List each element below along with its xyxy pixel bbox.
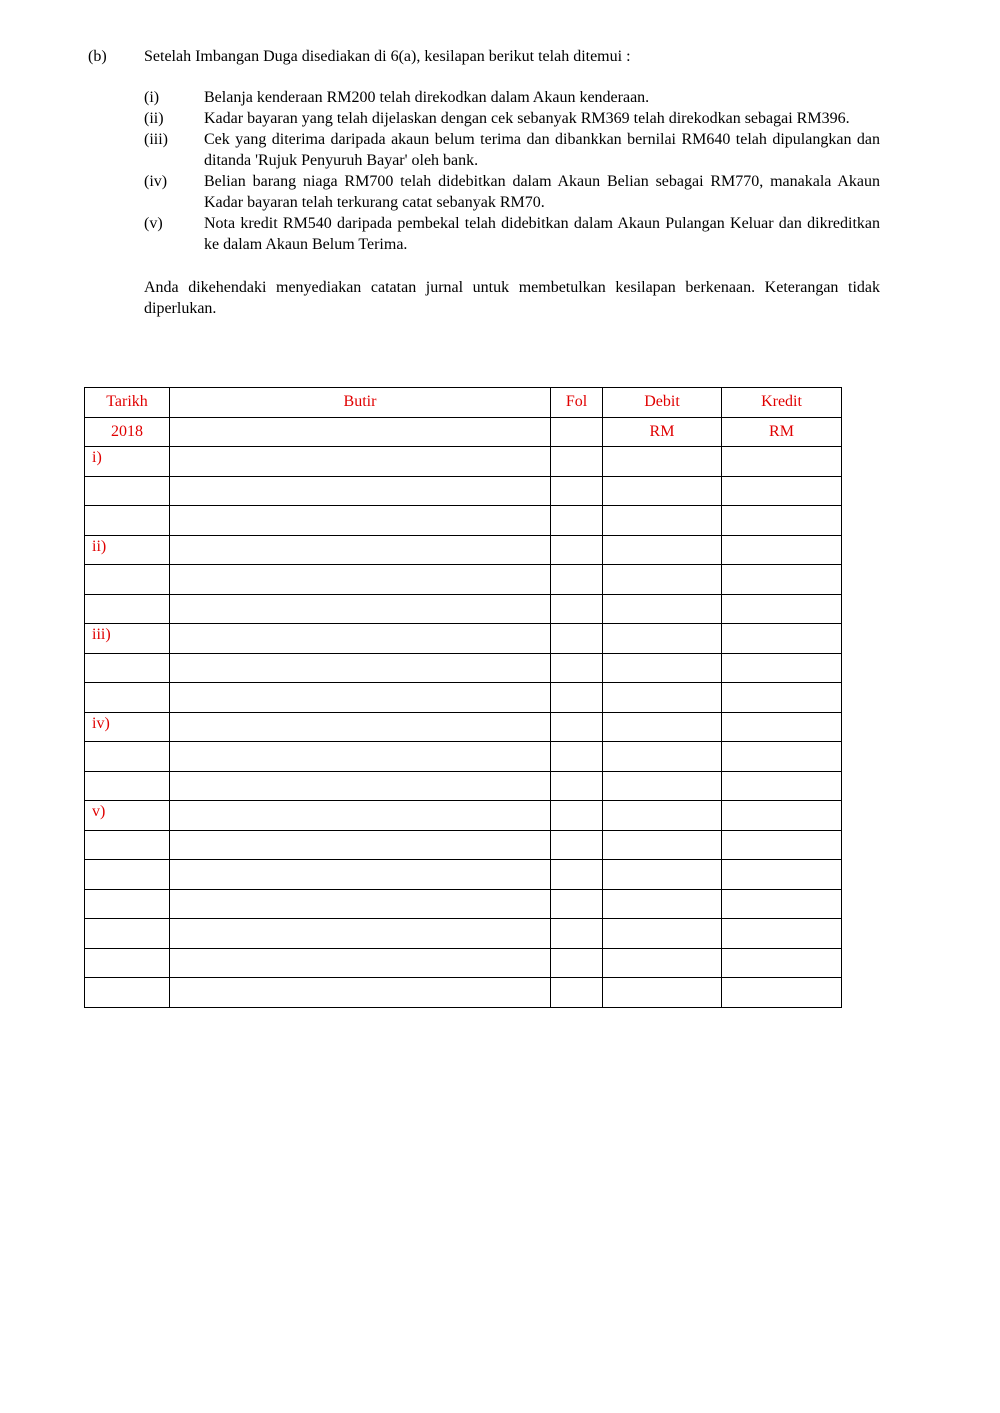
table-cell[interactable] — [551, 653, 603, 683]
error-item-text: Nota kredit RM540 daripada pembekal telah didebitkan dalam Akaun Pulangan Keluar dan dikreditkan ke dalam Akaun Belum Terima. — [204, 215, 880, 253]
table-cell[interactable] — [170, 948, 551, 978]
table-row — [85, 860, 842, 890]
table-cell[interactable] — [722, 742, 842, 772]
table-cell[interactable] — [603, 801, 722, 831]
table-cell[interactable] — [170, 624, 551, 654]
error-item-text: Belian barang niaga RM700 telah didebitkan dalam Akaun Belian sebagai RM770, manakala Akaun Kadar bayaran telah terkurang catat sebanyak RM70. — [204, 173, 880, 211]
table-cell[interactable] — [603, 742, 722, 772]
table-cell[interactable] — [722, 830, 842, 860]
table-cell[interactable] — [722, 801, 842, 831]
table-cell[interactable] — [85, 683, 170, 713]
error-item — [144, 129, 880, 171]
table-row — [85, 978, 842, 1008]
table-cell[interactable] — [722, 565, 842, 595]
table-cell[interactable] — [85, 830, 170, 860]
table-cell[interactable] — [551, 860, 603, 890]
header-butir: Butir — [170, 388, 551, 418]
table-cell[interactable] — [722, 889, 842, 919]
header-debit: Debit — [603, 388, 722, 418]
table-cell[interactable] — [722, 948, 842, 978]
subheader-debit-unit: RM — [603, 417, 722, 447]
table-cell[interactable] — [170, 860, 551, 890]
table-cell[interactable] — [85, 978, 170, 1008]
table-cell[interactable] — [85, 919, 170, 949]
table-row — [85, 948, 842, 978]
table-cell[interactable] — [722, 978, 842, 1008]
header-kredit: Kredit — [722, 388, 842, 418]
row-label-v: v) — [85, 801, 170, 831]
question-intro: Setelah Imbangan Duga disediakan di 6(a), kesilapan berikut telah ditemui : — [144, 48, 631, 65]
table-cell[interactable] — [603, 919, 722, 949]
table-cell[interactable] — [722, 653, 842, 683]
table-cell[interactable] — [170, 653, 551, 683]
table-cell[interactable] — [551, 978, 603, 1008]
table-cell[interactable] — [603, 476, 722, 506]
journal-table — [84, 387, 842, 1008]
journal-subheader-row — [85, 417, 842, 447]
table-cell[interactable] — [551, 889, 603, 919]
table-row — [85, 712, 842, 742]
table-row — [85, 771, 842, 801]
table-cell[interactable] — [170, 476, 551, 506]
table-cell[interactable] — [551, 565, 603, 595]
table-cell[interactable] — [603, 771, 722, 801]
table-cell[interactable] — [603, 506, 722, 536]
error-item-number: (ii) — [144, 110, 164, 127]
table-cell[interactable] — [551, 742, 603, 772]
table-cell[interactable] — [170, 830, 551, 860]
table-row — [85, 594, 842, 624]
table-cell[interactable] — [85, 889, 170, 919]
error-item-number: (i) — [144, 89, 160, 106]
table-row — [85, 742, 842, 772]
table-cell[interactable] — [551, 948, 603, 978]
table-cell[interactable] — [551, 535, 603, 565]
table-cell[interactable] — [170, 535, 551, 565]
table-cell[interactable] — [722, 712, 842, 742]
question-block — [88, 46, 880, 319]
table-row — [85, 476, 842, 506]
table-cell[interactable] — [170, 742, 551, 772]
table-row — [85, 565, 842, 595]
table-cell[interactable] — [170, 565, 551, 595]
table-cell[interactable] — [722, 624, 842, 654]
question-header — [88, 46, 880, 67]
error-item-text: Belanja kenderaan RM200 telah direkodkan dalam Akaun kenderaan. — [204, 89, 650, 106]
table-cell[interactable] — [603, 712, 722, 742]
table-cell[interactable] — [170, 712, 551, 742]
instruction-text: Anda dikehendaki menyediakan catatan jurnal untuk membetulkan kesilapan berkenaan. Keterangan tidak diperlukan. — [144, 279, 880, 317]
table-cell[interactable] — [85, 860, 170, 890]
table-cell[interactable] — [85, 565, 170, 595]
table-cell[interactable] — [603, 860, 722, 890]
table-cell[interactable] — [603, 565, 722, 595]
table-row — [85, 889, 842, 919]
table-row — [85, 653, 842, 683]
table-cell[interactable] — [551, 476, 603, 506]
table-cell[interactable] — [85, 948, 170, 978]
table-row — [85, 919, 842, 949]
table-cell[interactable] — [85, 506, 170, 536]
table-cell[interactable] — [170, 506, 551, 536]
row-label-ii: ii) — [85, 535, 170, 565]
table-cell[interactable] — [551, 919, 603, 949]
table-cell[interactable] — [170, 889, 551, 919]
table-cell[interactable] — [551, 506, 603, 536]
table-cell[interactable] — [603, 535, 722, 565]
table-row — [85, 535, 842, 565]
table-cell[interactable] — [170, 919, 551, 949]
table-cell[interactable] — [603, 978, 722, 1008]
table-cell[interactable] — [170, 594, 551, 624]
journal-header-row — [85, 388, 842, 418]
error-item-number: (iii) — [144, 131, 168, 148]
table-cell[interactable] — [170, 801, 551, 831]
question-label: (b) — [88, 48, 107, 65]
table-cell[interactable] — [603, 830, 722, 860]
table-cell[interactable] — [722, 594, 842, 624]
table-cell[interactable] — [603, 889, 722, 919]
error-item-number: (v) — [144, 215, 163, 232]
table-row — [85, 801, 842, 831]
table-cell[interactable] — [551, 830, 603, 860]
error-list — [144, 87, 880, 255]
table-cell[interactable] — [170, 417, 551, 447]
subheader-kredit-unit: RM — [722, 417, 842, 447]
table-cell[interactable] — [551, 683, 603, 713]
error-item — [144, 87, 880, 108]
table-cell[interactable] — [551, 712, 603, 742]
error-item — [144, 171, 880, 213]
table-cell[interactable] — [722, 919, 842, 949]
row-label-iv: iv) — [85, 712, 170, 742]
table-cell[interactable] — [551, 594, 603, 624]
table-cell[interactable] — [603, 683, 722, 713]
table-cell[interactable] — [722, 476, 842, 506]
table-row — [85, 830, 842, 860]
table-row — [85, 683, 842, 713]
row-label-iii: iii) — [85, 624, 170, 654]
table-cell[interactable] — [603, 594, 722, 624]
table-cell[interactable] — [551, 624, 603, 654]
error-item-text: Cek yang diterima daripada akaun belum terima dan dibankkan bernilai RM640 telah dipulangkan dan ditanda 'Rujuk Penyuruh Bayar' oleh bank. — [204, 131, 880, 169]
table-cell[interactable] — [170, 978, 551, 1008]
table-cell[interactable] — [722, 535, 842, 565]
table-cell[interactable] — [170, 771, 551, 801]
table-cell[interactable] — [551, 801, 603, 831]
error-item — [144, 108, 880, 129]
table-row — [85, 624, 842, 654]
table-row — [85, 506, 842, 536]
table-cell[interactable] — [722, 771, 842, 801]
table-cell[interactable] — [85, 771, 170, 801]
header-tarikh: Tarikh — [85, 388, 170, 418]
table-cell[interactable] — [603, 948, 722, 978]
table-cell[interactable] — [551, 447, 603, 477]
table-cell[interactable] — [551, 417, 603, 447]
header-fol: Fol — [551, 388, 603, 418]
error-item-text: Kadar bayaran yang telah dijelaskan dengan cek sebanyak RM369 telah direkodkan sebagai RM396. — [204, 110, 850, 127]
subheader-year: 2018 — [85, 417, 170, 447]
table-cell[interactable] — [722, 447, 842, 477]
table-cell[interactable] — [722, 860, 842, 890]
table-cell[interactable] — [551, 771, 603, 801]
table-row — [85, 447, 842, 477]
table-cell[interactable] — [170, 683, 551, 713]
table-cell[interactable] — [85, 742, 170, 772]
row-label-i: i) — [85, 447, 170, 477]
table-cell[interactable] — [85, 594, 170, 624]
table-cell[interactable] — [722, 506, 842, 536]
table-cell[interactable] — [170, 447, 551, 477]
table-cell[interactable] — [603, 653, 722, 683]
table-cell[interactable] — [85, 653, 170, 683]
table-cell[interactable] — [603, 624, 722, 654]
table-cell[interactable] — [603, 447, 722, 477]
error-item-number: (iv) — [144, 173, 168, 190]
error-item — [144, 213, 880, 255]
table-cell[interactable] — [722, 683, 842, 713]
table-cell[interactable] — [85, 476, 170, 506]
